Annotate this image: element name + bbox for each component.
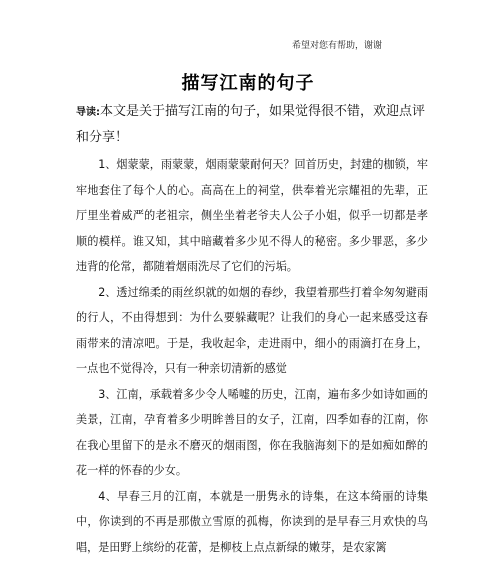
paragraph-1: 1、烟蒙蒙，雨蒙蒙，烟雨蒙蒙耐何天？回首历史，封建的枷锁，牢牢地套住了每个人的心。高高在上的祠堂，供奉着光宗耀祖的先辈，正厅里坐着威严的老祖宗，侧坐坐着老爷夫人公子小姐，似乎一切都是孝顺的模样。谁又知，其中暗藏着多少见不得人的秘密。多少罪恶，多少违背的伦常，都随着烟雨洗尽了它们的污垢。 <box>76 158 428 273</box>
paragraph-4: 4、早春三月的江南，本就是一册隽永的诗集，在这本绮丽的诗集中，你读到的不再是那傲立雪原的孤梅，你读到的是早春三月欢快的鸟唱，是田野上缤纷的花蕾，是柳枝上点点新绿的嫩芽，是农家篱 <box>76 489 428 554</box>
header-note: 希望对您有帮助，谢谢 <box>292 41 383 51</box>
document-body <box>76 152 428 560</box>
intro-text: 本文是关于描写江南的句子，如果觉得很不错，欢迎点评和分享！ <box>76 104 426 145</box>
paragraph-2: 2、透过绵柔的雨丝织就的如烟的春纱，我望着那些打着伞匆匆避雨的行人，不由得想到：为什么要躲藏呢？让我们的身心一起来感受这春雨带来的清凉吧。于是，我收起伞，走进雨中，细小的雨滴打在身上，一点也不觉得冷，只有一种亲切清新的感觉 <box>76 285 428 375</box>
page-title: 描写江南的句子 <box>181 73 315 94</box>
paragraph-3: 3、江南，承载着多少令人唏嘘的历史，江南，遍布多少如诗如画的美景，江南，孕育着多少明眸善目的女子，江南，四季如春的江南，你在我心里留下的是永不磨灭的烟雨图，你在我脑海刻下的是如痴如醉的花一样的怀春的少女。 <box>76 387 428 477</box>
intro-paragraph <box>76 99 426 150</box>
intro-lead-label: 导读: <box>76 107 100 118</box>
